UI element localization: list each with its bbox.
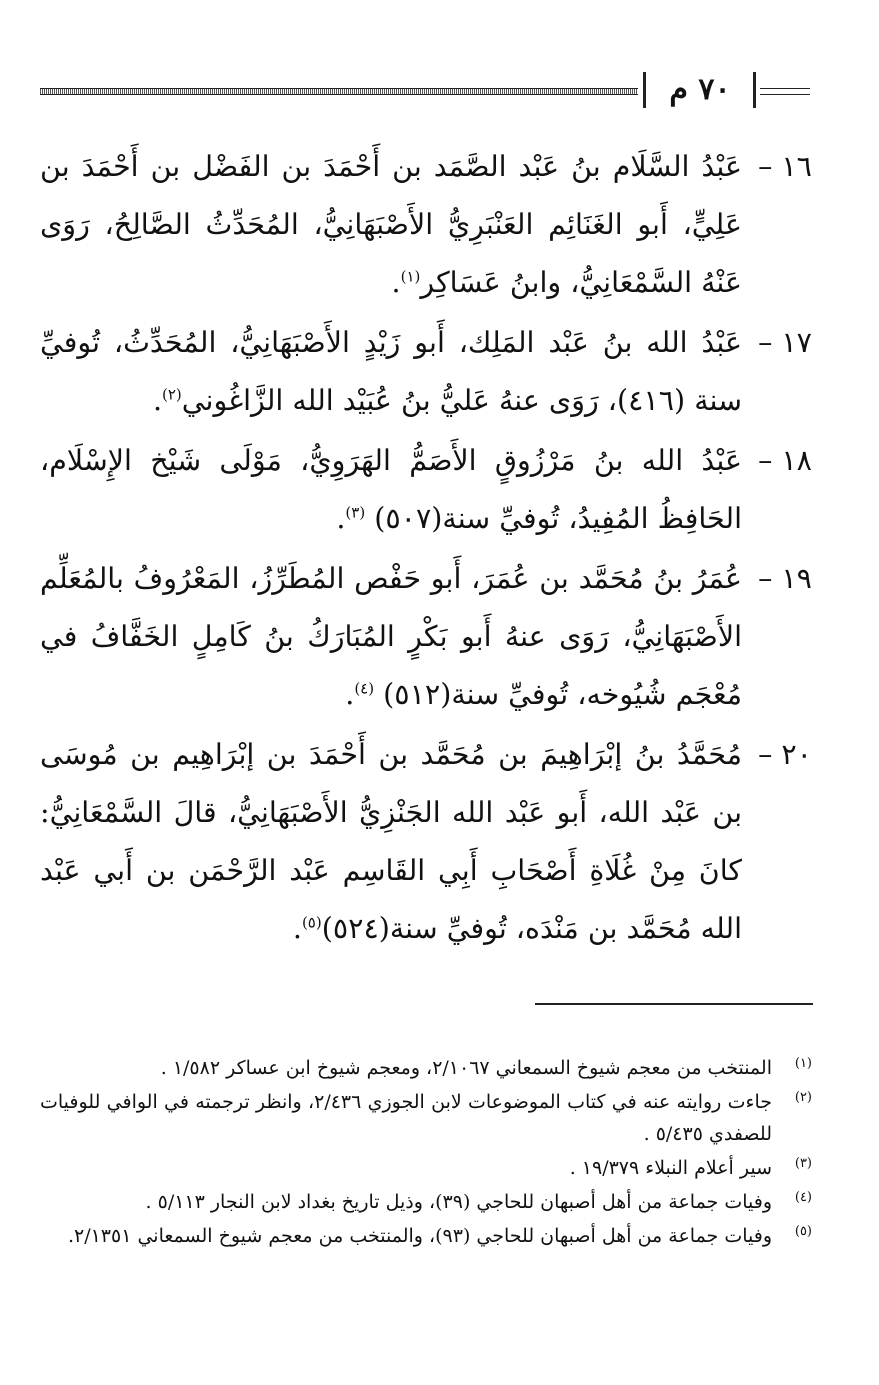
footnote-5 <box>40 1220 812 1252</box>
footnote-4 <box>40 1186 812 1218</box>
footnote-3 <box>40 1152 812 1184</box>
footnote-text: جاءت روايته عنه في كتاب الموضوعات لابن الجوزي ٢/٤٣٦، وانظر ترجمته في الوافي للوفيات للصفدي ٥/٤٣٥ . <box>40 1091 772 1145</box>
entry-16: ١٦ – عَبْدُ السَّلَام بنُ عَبْد الصَّمَد بن أَحْمَدَ بن الفَضْل بن أَحْمَدَ بن عَلِيٍّ، أَبو الغَنَائِم العَنْبَرِيُّ الأَصْبَهَانِيُّ، المُحَدِّثُ الصَّالِحُ، رَوَى عَنْهُ السَّمْعَانِيُّ، وابنُ عَسَاكِر$^{(١)}$. <box>40 138 812 312</box>
entry-text: عَبْدُ الله بنُ عَبْد المَلِك، أَبو زَيْدٍ الأَصْبَهَانِيُّ، المُحَدِّثُ، تُوفيِّ سنة (٤١٦)، رَوَى عنهُ عَليُّ بنُ عُبَيْد الله الزَّاغُوني <box>40 326 742 417</box>
entry-text: عَبْدُ الله بنُ مَرْزُوقٍ الأَصَمُّ الهَرَوِيُّ، مَوْلَى شَيْخ الإِسْلَام، الحَافِظُ المُفِيدُ، تُوفيِّ سنة(٥٠٧) <box>40 444 742 535</box>
entry-20: ٢٠ – مُحَمَّدُ بنُ إبْرَاهِيمَ بن مُحَمَّد بن أَحْمَدَ بن إبْرَاهِيم بن مُوسَى بن عَبْد الله، أَبو عَبْد الله الجَنْزِيُّ الأَصْبَهَانِيُّ، قالَ السَّمْعَانِيُّ: كانَ مِنْ غُلَاةِ أَصْحَابِ أَبِي القَاسِم عَبْد الرَّحْمَن بن أَبي عَبْد الله مُحَمَّد بن مَنْدَه، تُوفيِّ سنة(٥٢٤)$^{(٥)}$. <box>40 726 812 958</box>
footnote-ref[interactable]: (٣) <box>345 503 366 522</box>
entry-number: ٢٠ – <box>758 738 812 771</box>
header-rule-right <box>760 88 810 95</box>
entry-18: ١٨ – عَبْدُ الله بنُ مَرْزُوقٍ الأَصَمُّ الهَرَوِيُّ، مَوْلَى شَيْخ الإِسْلَام، الحَافِظُ المُفِيدُ، تُوفيِّ سنة(٥٠٧) $^{(٣)}$. <box>40 432 812 548</box>
entry-number: ١٧ – <box>758 326 812 359</box>
footnote-2 <box>40 1086 812 1150</box>
page-header <box>40 62 810 118</box>
footnote-mark: (٥) <box>794 1224 812 1239</box>
footnote-mark: (١) <box>794 1056 812 1071</box>
entry-number: ١٦ – <box>758 150 812 183</box>
entry-number: ١٩ – <box>758 562 812 595</box>
footnote-ref[interactable]: (٤) <box>354 679 375 698</box>
footnotes <box>40 1052 812 1254</box>
header-bar-right <box>753 72 756 108</box>
entry-17: ١٧ – عَبْدُ الله بنُ عَبْد المَلِك، أَبو زَيْدٍ الأَصْبَهَانِيُّ، المُحَدِّثُ، تُوفيِّ سنة (٤١٦)، رَوَى عنهُ عَليُّ بنُ عُبَيْد الله الزَّاغُوني$^{(٢)}$. <box>40 314 812 430</box>
biography-entries <box>40 138 812 960</box>
header-rule-left <box>40 88 638 95</box>
footnote-mark: (٢) <box>794 1090 812 1105</box>
footnote-ref[interactable]: (٢) <box>162 385 182 404</box>
footnote-text: المنتخب من معجم شيوخ السمعاني ٢/١٠٦٧، ومعجم شيوخ ابن عساكر ١/٥٨٢ . <box>160 1057 772 1079</box>
footnote-mark: (٣) <box>794 1156 812 1171</box>
entry-number: ١٨ – <box>758 444 812 477</box>
footnote-text: وفيات جماعة من أهل أصبهان للحاجي (٩٣)، والمنتخب من معجم شيوخ السمعاني ٢/١٣٥١. <box>67 1225 772 1247</box>
header-bar-left <box>643 72 646 108</box>
entry-text: عُمَرُ بنُ مُحَمَّد بن عُمَرَ، أَبو حَفْص المُطَرِّزُ، المَعْرُوفُ بالمُعَلِّم الأَصْبَهَانِيُّ، رَوَى عنهُ أَبو بَكْرٍ المُبَارَكُ بنُ كَامِلٍ الخَفَّافُ في مُعْجَم شُيُوخه، تُوفيِّ سنة(٥١٢) <box>40 562 742 711</box>
page-number: ٧٠ م <box>669 72 731 107</box>
footnote-mark: (٤) <box>794 1190 812 1205</box>
footnote-ref[interactable]: (١) <box>400 267 421 286</box>
footnote-text: وفيات جماعة من أهل أصبهان للحاجي (٣٩)، وذيل تاريخ بغداد لابن النجار ٥/١١٣ . <box>145 1191 772 1213</box>
footnote-1 <box>40 1052 812 1084</box>
entry-text: مُحَمَّدُ بنُ إبْرَاهِيمَ بن مُحَمَّد بن أَحْمَدَ بن إبْرَاهِيم بن مُوسَى بن عَبْد الله، أَبو عَبْد الله الجَنْزِيُّ الأَصْبَهَانِيُّ، قالَ السَّمْعَانِيُّ: كانَ مِنْ غُلَاةِ أَصْحَابِ أَبِي القَاسِم عَبْد الرَّحْمَن بن أَبي عَبْد الله مُحَمَّد بن مَنْدَه، تُوفيِّ سنة(٥٢٤) <box>40 738 742 945</box>
footnote-separator <box>535 1003 813 1005</box>
footnote-text: سير أعلام النبلاء ١٩/٣٧٩ . <box>569 1157 772 1179</box>
entry-text: عَبْدُ السَّلَام بنُ عَبْد الصَّمَد بن أَحْمَدَ بن الفَضْل بن أَحْمَدَ بن عَلِيٍّ، أَبو الغَنَائِم العَنْبَرِيُّ الأَصْبَهَانِيُّ، المُحَدِّثُ الصَّالِحُ، رَوَى عَنْهُ السَّمْعَانِيُّ، وابنُ عَسَاكِر <box>40 150 742 299</box>
entry-19: ١٩ – عُمَرُ بنُ مُحَمَّد بن عُمَرَ، أَبو حَفْص المُطَرِّزُ، المَعْرُوفُ بالمُعَلِّم الأَصْبَهَانِيُّ، رَوَى عنهُ أَبو بَكْرٍ المُبَارَكُ بنُ كَامِلٍ الخَفَّافُ في مُعْجَم شُيُوخه، تُوفيِّ سنة(٥١٢) $^{(٤)}$. <box>40 550 812 724</box>
footnote-ref[interactable]: (٥) <box>301 913 322 932</box>
